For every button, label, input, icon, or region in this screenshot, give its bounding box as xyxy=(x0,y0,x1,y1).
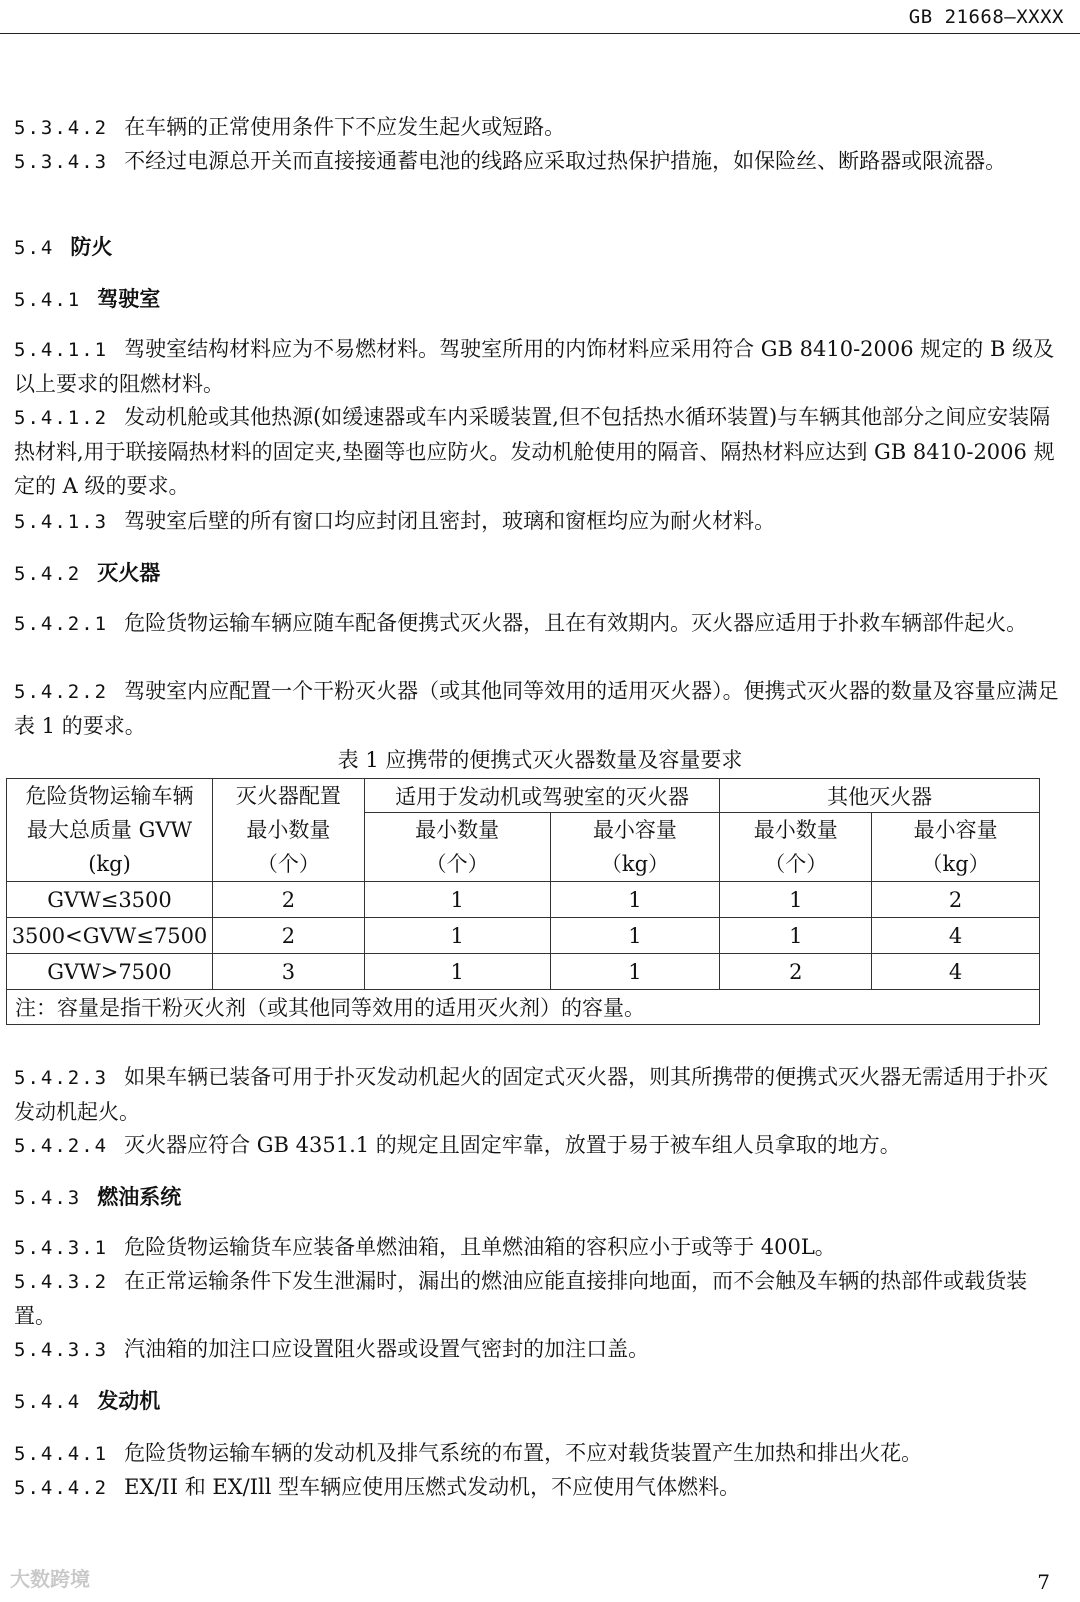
heading-title: 灭火器 xyxy=(97,561,161,585)
clause-text: 驾驶室结构材料应为不易燃材料。驾驶室所用的内饰材料应采用符合 GB 8410-2006 规定的 B 级及以上要求的阻燃材料。 xyxy=(14,337,1055,396)
clause-text: 发动机舱或其他热源(如缓速器或车内采暖装置,但不包括热水循环装置)与车辆其他部分之间应安装隔热材料,用于联接隔热材料的固定夹,垫圈等也应防火。发动机舱使用的隔音、隔热材料应达到 GB 8410-2006 规定的 A 级的要求。 xyxy=(14,405,1055,498)
clause-number: 5.4.2.4 xyxy=(14,1135,109,1157)
header-line: 危险货物运输车辆 xyxy=(25,784,194,808)
table-cell: 1 xyxy=(364,954,550,990)
table-cell: 2 xyxy=(212,918,364,954)
heading-5-4-2 xyxy=(14,556,1064,591)
clause-text: 在正常运输条件下发生泄漏时，漏出的燃油应能直接排向地面，而不会触及车辆的热部件或载货装置。 xyxy=(14,1269,1028,1328)
clause-text: 汽油箱的加注口应设置阻火器或设置气密封的加注口盖。 xyxy=(124,1337,650,1361)
header-group-engine: 适用于发动机或驾驶室的灭火器 xyxy=(364,779,720,813)
clause-5-3-4-2 xyxy=(14,110,1064,145)
clause-number: 5.4.3.1 xyxy=(14,1237,109,1259)
clause-5-4-1-1 xyxy=(14,332,1064,401)
header-other-min-qty xyxy=(720,813,872,882)
header-standard-code: GB 21668—XXXX xyxy=(908,6,1064,28)
header-engine-min-cap xyxy=(550,813,720,882)
table-cell: 1 xyxy=(364,882,550,918)
table-cell: 4 xyxy=(872,954,1040,990)
heading-number: 5.4.1 xyxy=(14,289,82,311)
clause-number: 5.4.3.2 xyxy=(14,1271,109,1293)
table-cell: 1 xyxy=(550,918,720,954)
table-cell: 1 xyxy=(720,918,872,954)
heading-title: 燃油系统 xyxy=(97,1185,182,1209)
table-cell: 3500<GVW≤7500 xyxy=(7,918,213,954)
heading-title: 发动机 xyxy=(97,1389,161,1413)
table-cell: 1 xyxy=(550,954,720,990)
clause-text: EX/II 和 EX/Ill 型车辆应使用压燃式发动机，不应使用气体燃料。 xyxy=(124,1475,741,1499)
clause-text: 驾驶室内应配置一个干粉灭火器（或其他同等效用的适用灭火器）。便携式灭火器的数量及容量应满足表 1 的要求。 xyxy=(14,679,1059,738)
clause-5-4-4-1 xyxy=(14,1436,1064,1471)
table-cell: 1 xyxy=(550,882,720,918)
heading-5-4-3 xyxy=(14,1180,1064,1215)
clause-number: 5.3.4.3 xyxy=(14,151,109,173)
table-cell: 2 xyxy=(720,954,872,990)
table-note: 注：容量是指干粉灭火剂（或其他同等效用的适用灭火剂）的容量。 xyxy=(7,990,1040,1025)
header-rule xyxy=(0,33,1080,34)
header-line: （个） xyxy=(256,852,320,876)
table-cell: 1 xyxy=(364,918,550,954)
table-row xyxy=(7,882,1040,918)
clause-number: 5.4.1.3 xyxy=(14,511,109,533)
header-config-min-qty xyxy=(212,779,364,882)
extinguisher-requirements-table xyxy=(6,778,1040,1025)
heading-title: 驾驶室 xyxy=(97,287,161,311)
header-other-min-cap xyxy=(872,813,1040,882)
clause-5-4-3-2 xyxy=(14,1264,1064,1333)
clause-number: 5.4.3.3 xyxy=(14,1339,109,1361)
header-line: 最小数量 xyxy=(753,818,838,842)
table-row xyxy=(7,918,1040,954)
heading-title: 防火 xyxy=(70,235,113,259)
clause-number: 5.4.1.2 xyxy=(14,407,109,429)
clause-text: 危险货物运输车辆的发动机及排气系统的布置，不应对载货装置产生加热和排出火花。 xyxy=(124,1441,923,1465)
table-cell: 4 xyxy=(872,918,1040,954)
watermark: 大数跨境 xyxy=(10,1567,90,1591)
page-number: 7 xyxy=(1037,1570,1050,1594)
clause-number: 5.4.1.1 xyxy=(14,339,109,361)
header-gvw xyxy=(7,779,213,882)
clause-number: 5.4.4.1 xyxy=(14,1443,109,1465)
clause-number: 5.4.4.2 xyxy=(14,1477,109,1499)
table-cell: 2 xyxy=(872,882,1040,918)
clause-5-4-4-2 xyxy=(14,1470,1064,1505)
clause-number: 5.4.2.2 xyxy=(14,681,109,703)
header-line: (kg) xyxy=(88,852,131,876)
clause-5-3-4-3 xyxy=(14,144,1064,179)
clause-5-4-2-1 xyxy=(14,606,1064,641)
heading-number: 5.4 xyxy=(14,237,55,259)
table-cell: GVW≤3500 xyxy=(7,882,213,918)
clause-text: 如果车辆已装备可用于扑灭发动机起火的固定式灭火器，则其所携带的便携式灭火器无需适用于扑灭发动机起火。 xyxy=(14,1065,1049,1124)
heading-number: 5.4.4 xyxy=(14,1391,82,1413)
clause-text: 危险货物运输车辆应随车配备便携式灭火器，且在有效期内。灭火器应适用于扑救车辆部件起火。 xyxy=(124,611,1028,635)
clause-number: 5.4.2.3 xyxy=(14,1067,109,1089)
clause-text: 危险货物运输货车应装备单燃油箱，且单燃油箱的容积应小于或等于 400L。 xyxy=(124,1235,836,1259)
clause-number: 5.3.4.2 xyxy=(14,117,109,139)
clause-5-4-1-3 xyxy=(14,504,1064,539)
header-engine-min-qty xyxy=(364,813,550,882)
clause-5-4-3-1 xyxy=(14,1230,1064,1265)
clause-text: 在车辆的正常使用条件下不应发生起火或短路。 xyxy=(124,115,566,139)
header-line: 最大总质量 GVW xyxy=(26,818,193,842)
header-unit: （kg） xyxy=(921,852,990,876)
clause-5-4-3-3 xyxy=(14,1332,1064,1367)
table-cell: 1 xyxy=(720,882,872,918)
clause-text: 灭火器应符合 GB 4351.1 的规定且固定牢靠，放置于易于被车组人员拿取的地方。 xyxy=(124,1133,901,1157)
table-row xyxy=(7,954,1040,990)
heading-5-4-1 xyxy=(14,282,1064,317)
clause-text: 驾驶室后壁的所有窗口均应封闭且密封，玻璃和窗框均应为耐火材料。 xyxy=(124,509,776,533)
clause-5-4-2-4 xyxy=(14,1128,1064,1163)
header-unit: （个） xyxy=(764,852,828,876)
heading-number: 5.4.3 xyxy=(14,1187,82,1209)
heading-5-4 xyxy=(14,230,1064,265)
header-unit: （个） xyxy=(425,852,489,876)
table-cell: 2 xyxy=(212,882,364,918)
heading-number: 5.4.2 xyxy=(14,563,82,585)
header-line: 最小容量 xyxy=(592,818,677,842)
header-line: 灭火器配置 xyxy=(235,784,341,808)
clause-number: 5.4.2.1 xyxy=(14,613,109,635)
heading-5-4-4 xyxy=(14,1384,1064,1419)
table-cell: GVW>7500 xyxy=(7,954,213,990)
table-caption: 表 1 应携带的便携式灭火器数量及容量要求 xyxy=(337,748,743,772)
header-line: 最小容量 xyxy=(913,818,998,842)
header-line: 最小数量 xyxy=(415,818,500,842)
clause-text: 不经过电源总开关而直接接通蓄电池的线路应采取过热保护措施，如保险丝、断路器或限流器。 xyxy=(124,149,1007,173)
clause-5-4-2-2 xyxy=(14,674,1064,743)
header-line: 最小数量 xyxy=(246,818,331,842)
header-group-other: 其他灭火器 xyxy=(720,779,1040,813)
clause-5-4-1-2 xyxy=(14,400,1064,503)
header-unit: （kg） xyxy=(600,852,670,876)
table-cell: 3 xyxy=(212,954,364,990)
clause-5-4-2-3 xyxy=(14,1060,1064,1129)
